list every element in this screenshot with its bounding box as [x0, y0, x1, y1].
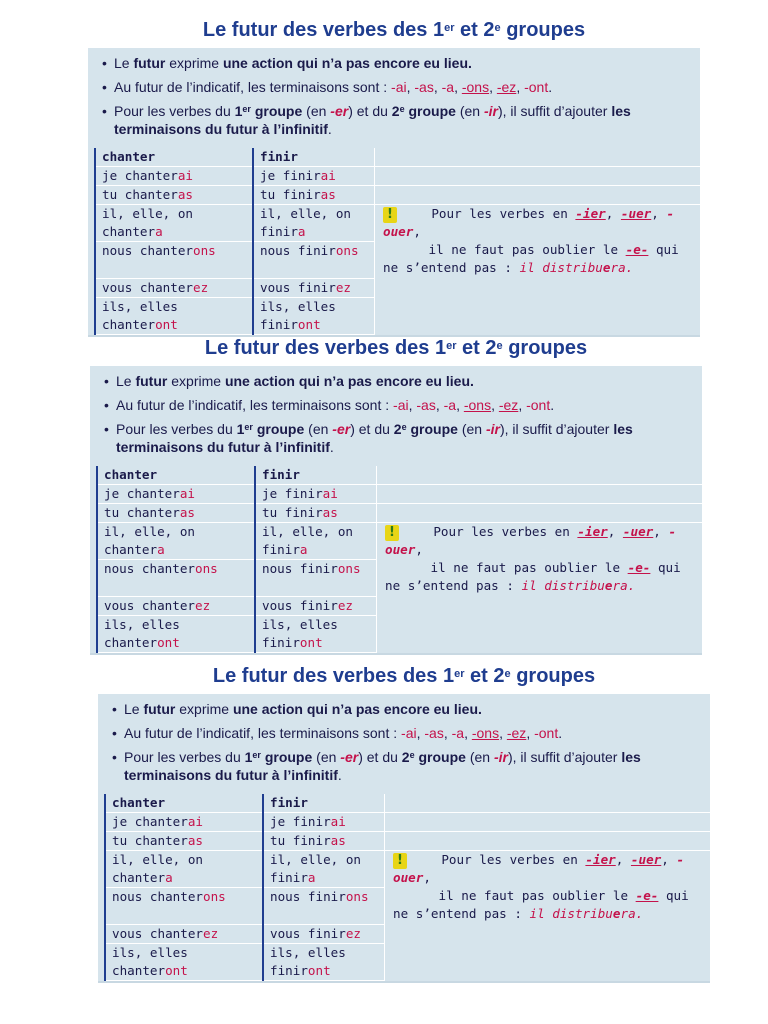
table-cell: vous chanterez — [98, 597, 254, 616]
lesson-box — [90, 366, 702, 655]
table-cell: ils, elles chanteront — [98, 616, 254, 653]
bullet: • — [102, 55, 107, 71]
warning-note: ! Pour les verbes en -ier, -uer, -ouer, il ne faut pas oublier le -e- qui ne s’entend pas : il distribuera. — [393, 852, 689, 921]
table-cell: nous finirons — [256, 560, 376, 597]
column-chanter — [98, 466, 256, 653]
conjugation-table — [96, 466, 702, 653]
table-cell: nous chanterons — [98, 560, 254, 597]
bullet: • — [112, 749, 117, 765]
warning-icon: ! — [385, 525, 399, 541]
note-column — [384, 794, 710, 981]
lesson-card — [98, 664, 710, 983]
table-cell — [375, 186, 700, 205]
lesson-card — [90, 336, 702, 655]
rules-list — [98, 694, 710, 794]
table-cell — [375, 167, 700, 186]
note-column — [376, 466, 702, 653]
rule-definition: • Le futur exprime une action qui n’a pas encore eu lieu. — [104, 373, 474, 389]
rule-endings: • Au futur de l’indicatif, les terminaisons sont : -ai, -as, -a, -ons, -ez, -ont. — [102, 79, 553, 95]
table-cell: vous finirez — [264, 925, 384, 944]
bullet: • — [104, 373, 109, 389]
lesson-box — [88, 48, 700, 337]
table-cell: nous finirons — [254, 242, 374, 279]
bullet: • — [112, 725, 117, 741]
table-cell — [375, 148, 700, 167]
table-cell: il, elle, on finira — [254, 205, 374, 242]
table-cell: ils, elles chanteront — [96, 298, 252, 335]
table-cell: ils, elles finiront — [264, 944, 384, 981]
table-cell: ils, elles chanteront — [106, 944, 262, 981]
table-cell: il, elle, on finira — [256, 523, 376, 560]
bullet: • — [104, 421, 109, 437]
column-header: finir — [256, 466, 376, 485]
column-finir — [254, 148, 374, 335]
table-cell — [377, 504, 702, 523]
table-cell: nous finirons — [264, 888, 384, 925]
column-header: chanter — [106, 794, 262, 813]
table-cell: je chanterai — [98, 485, 254, 504]
warning-note: ! Pour les verbes en -ier, -uer, -ouer, il ne faut pas oublier le -e- qui ne s’entend pas : il distribuera. — [383, 206, 679, 275]
table-cell — [377, 466, 702, 485]
page-title: Le futur des verbes des 1er et 2e groupes — [202, 19, 586, 41]
column-header: finir — [254, 148, 374, 167]
column-finir — [264, 794, 384, 981]
lesson-box — [98, 694, 710, 983]
table-cell: il, elle, on chantera — [106, 851, 262, 888]
table-cell: tu finiras — [256, 504, 376, 523]
table-cell: nous chanterons — [96, 242, 252, 279]
column-header: finir — [264, 794, 384, 813]
table-cell — [385, 794, 710, 813]
lesson-card — [88, 18, 700, 337]
table-cell — [377, 485, 702, 504]
rule-endings: • Au futur de l’indicatif, les terminaisons sont : -ai, -as, -a, -ons, -ez, -ont. — [104, 397, 555, 413]
bullet: • — [102, 79, 107, 95]
warning-icon: ! — [383, 207, 397, 223]
table-cell — [385, 832, 710, 851]
table-cell: il, elle, on finira — [264, 851, 384, 888]
rule-groups: • Pour les verbes du 1er groupe (en -er) et du 2e groupe (en -ir), il suffit d’ajouter les terminaisons du futur à l’infinitif. — [102, 103, 631, 137]
warning-note: ! Pour les verbes en -ier, -uer, -ouer, il ne faut pas oublier le -e- qui ne s’entend pas : il distribuera. — [385, 524, 681, 593]
warning-icon: ! — [393, 853, 407, 869]
bullet: • — [104, 397, 109, 413]
note-column — [374, 148, 700, 335]
table-cell: tu chanteras — [96, 186, 252, 205]
rule-definition: • Le futur exprime une action qui n’a pas encore eu lieu. — [112, 701, 482, 717]
rule-endings: • Au futur de l’indicatif, les terminaisons sont : -ai, -as, -a, -ons, -ez, -ont. — [112, 725, 563, 741]
table-cell: je finirai — [254, 167, 374, 186]
table-cell: il, elle, on chantera — [98, 523, 254, 560]
table-cell: tu chanteras — [106, 832, 262, 851]
table-cell: tu chanteras — [98, 504, 254, 523]
table-cell: ils, elles finiront — [254, 298, 374, 335]
rules-list — [90, 366, 702, 466]
conjugation-table — [94, 148, 700, 335]
column-header: chanter — [98, 466, 254, 485]
column-header: chanter — [96, 148, 252, 167]
table-cell: tu finiras — [264, 832, 384, 851]
bullet: • — [102, 103, 107, 119]
table-cell: vous chanterez — [106, 925, 262, 944]
table-cell: je chanterai — [96, 167, 252, 186]
column-chanter — [96, 148, 254, 335]
page-title: Le futur des verbes des 1er et 2e groupes — [204, 337, 588, 359]
table-cell: je finirai — [264, 813, 384, 832]
table-cell: nous chanterons — [106, 888, 262, 925]
column-finir — [256, 466, 376, 653]
table-cell — [385, 813, 710, 832]
rule-groups: • Pour les verbes du 1er groupe (en -er) et du 2e groupe (en -ir), il suffit d’ajouter les terminaisons du futur à l’infinitif. — [112, 749, 641, 783]
table-cell: vous finirez — [256, 597, 376, 616]
page-title: Le futur des verbes des 1er et 2e groupes — [212, 665, 596, 687]
table-cell: je chanterai — [106, 813, 262, 832]
table-cell: ils, elles finiront — [256, 616, 376, 653]
conjugation-table — [104, 794, 710, 981]
rule-groups: • Pour les verbes du 1er groupe (en -er) et du 2e groupe (en -ir), il suffit d’ajouter les terminaisons du futur à l’infinitif. — [104, 421, 633, 455]
rules-list — [88, 48, 700, 148]
table-cell: je finirai — [256, 485, 376, 504]
rule-definition: • Le futur exprime une action qui n’a pas encore eu lieu. — [102, 55, 472, 71]
table-cell: vous finirez — [254, 279, 374, 298]
column-chanter — [106, 794, 264, 981]
table-cell: tu finiras — [254, 186, 374, 205]
table-cell: vous chanterez — [96, 279, 252, 298]
table-cell: il, elle, on chantera — [96, 205, 252, 242]
bullet: • — [112, 701, 117, 717]
